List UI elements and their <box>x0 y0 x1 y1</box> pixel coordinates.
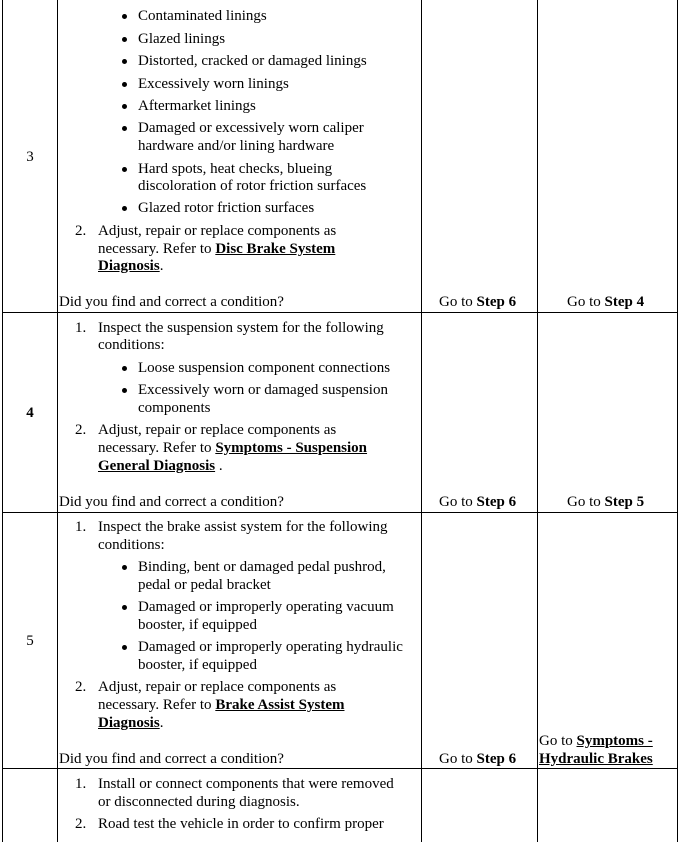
no-action <box>539 750 653 768</box>
instruction-text: Diagnosis. <box>98 258 164 274</box>
list-item: Hard spots, heat checks, blueing <box>138 161 333 177</box>
disc-brake-system-diagnosis-link[interactable]: Diagnosis <box>98 258 160 274</box>
no-action: Go to Step 5 <box>567 494 645 510</box>
list-item-continued: booster, if equipped <box>138 617 257 633</box>
instruction-text: necessary. Refer to Brake Assist System <box>98 697 345 713</box>
instruction-text: Install or connect components that were removed <box>98 776 394 792</box>
row-divider <box>2 512 678 513</box>
bullet-icon <box>122 388 127 393</box>
list-item: Loose suspension component connections <box>138 360 391 376</box>
bullet-icon <box>122 605 127 610</box>
bullet-icon <box>122 366 127 371</box>
instruction-text: Adjust, repair or replace components as <box>98 679 337 695</box>
question-text: Did you find and correct a condition? <box>59 751 284 767</box>
bullet-icon <box>122 104 127 109</box>
step-number: 4 <box>26 405 34 421</box>
row-divider <box>2 312 678 313</box>
step-number: 5 <box>26 633 34 649</box>
bullet-icon <box>122 565 127 570</box>
item-number: 1. <box>75 320 87 336</box>
question-text: Did you find and correct a condition? <box>59 294 284 310</box>
list-item: Contaminated linings <box>138 8 267 24</box>
yes-action: Go to Step 6 <box>439 751 517 767</box>
list-item: Glazed rotor friction surfaces <box>138 200 315 216</box>
list-item: Damaged or improperly operating vacuum <box>138 599 394 615</box>
step-5-link[interactable]: Step 5 <box>604 494 645 510</box>
instruction-text: necessary. Refer to Symptoms - Suspension <box>98 440 368 456</box>
instruction-text: Adjust, repair or replace components as <box>98 223 337 239</box>
bullet-icon <box>122 645 127 650</box>
list-item: Excessively worn linings <box>138 76 289 92</box>
symptoms-hydraulic-brakes-link[interactable]: Hydraulic Brakes <box>539 751 653 767</box>
brake-assist-system-diagnosis-link[interactable]: Diagnosis <box>98 715 160 731</box>
symptoms-suspension-link[interactable]: Symptoms - Suspension <box>215 440 368 456</box>
bullet-icon <box>122 82 127 87</box>
instruction-text: necessary. Refer to Disc Brake System <box>98 241 336 257</box>
step-6-link[interactable]: Step 6 <box>476 294 517 310</box>
step-number: 3 <box>26 149 34 165</box>
instruction-text: Diagnosis. <box>98 715 164 731</box>
bullet-icon <box>122 14 127 19</box>
step-4-link[interactable]: Step 4 <box>604 294 645 310</box>
bullet-icon <box>122 167 127 172</box>
instruction-text: conditions: <box>98 337 165 353</box>
list-item: Distorted, cracked or damaged linings <box>138 53 367 69</box>
list-item: Damaged or improperly operating hydraulic <box>138 639 403 655</box>
list-item: Glazed linings <box>138 31 226 47</box>
list-item-continued: discoloration of rotor friction surfaces <box>138 178 367 194</box>
instruction-text: General Diagnosis . <box>98 458 223 474</box>
item-number: 1. <box>75 519 87 535</box>
item-number: 2. <box>75 422 87 438</box>
item-number: 1. <box>75 776 87 792</box>
instruction-text: Adjust, repair or replace components as <box>98 422 337 438</box>
column-divider <box>537 0 538 842</box>
instruction-text: Inspect the brake assist system for the following <box>98 519 388 535</box>
instruction-text: or disconnected during diagnosis. <box>98 794 300 810</box>
list-item-continued: components <box>138 400 211 416</box>
yes-action: Go to Step 6 <box>439 494 517 510</box>
item-number: 2. <box>75 223 87 239</box>
brake-assist-system-diagnosis-link[interactable]: Brake Assist System <box>215 697 345 713</box>
row-divider <box>2 768 678 769</box>
bullet-icon <box>122 206 127 211</box>
column-divider <box>421 0 422 842</box>
item-number: 2. <box>75 679 87 695</box>
bullet-icon <box>122 59 127 64</box>
bullet-icon <box>122 126 127 131</box>
step-6-link[interactable]: Step 6 <box>476 751 517 767</box>
symptoms-suspension-link[interactable]: General Diagnosis <box>98 458 216 474</box>
instruction-text: Inspect the suspension system for the following <box>98 320 384 336</box>
item-number: 2. <box>75 816 87 832</box>
list-item: Excessively worn or damaged suspension <box>138 382 388 398</box>
list-item-continued: booster, if equipped <box>138 657 257 673</box>
disc-brake-system-diagnosis-link[interactable]: Disc Brake System <box>215 241 336 257</box>
list-item: Aftermarket linings <box>138 98 256 114</box>
symptoms-hydraulic-brakes-link[interactable]: Symptoms - <box>576 733 653 749</box>
instruction-text: Road test the vehicle in order to confirm proper <box>98 816 384 832</box>
question-text: Did you find and correct a condition? <box>59 494 284 510</box>
no-action: Go to Step 4 <box>567 294 645 310</box>
list-item-continued: pedal or pedal bracket <box>138 577 271 593</box>
list-item: Binding, bent or damaged pedal pushrod, <box>138 559 386 575</box>
bullet-icon <box>122 37 127 42</box>
yes-action: Go to Step 6 <box>439 294 517 310</box>
step-6-link[interactable]: Step 6 <box>476 494 517 510</box>
list-item-continued: hardware and/or lining hardware <box>138 138 335 154</box>
list-item: Damaged or excessively worn caliper <box>138 120 364 136</box>
instruction-text: conditions: <box>98 537 165 553</box>
no-action: Go to Symptoms - <box>539 733 653 749</box>
